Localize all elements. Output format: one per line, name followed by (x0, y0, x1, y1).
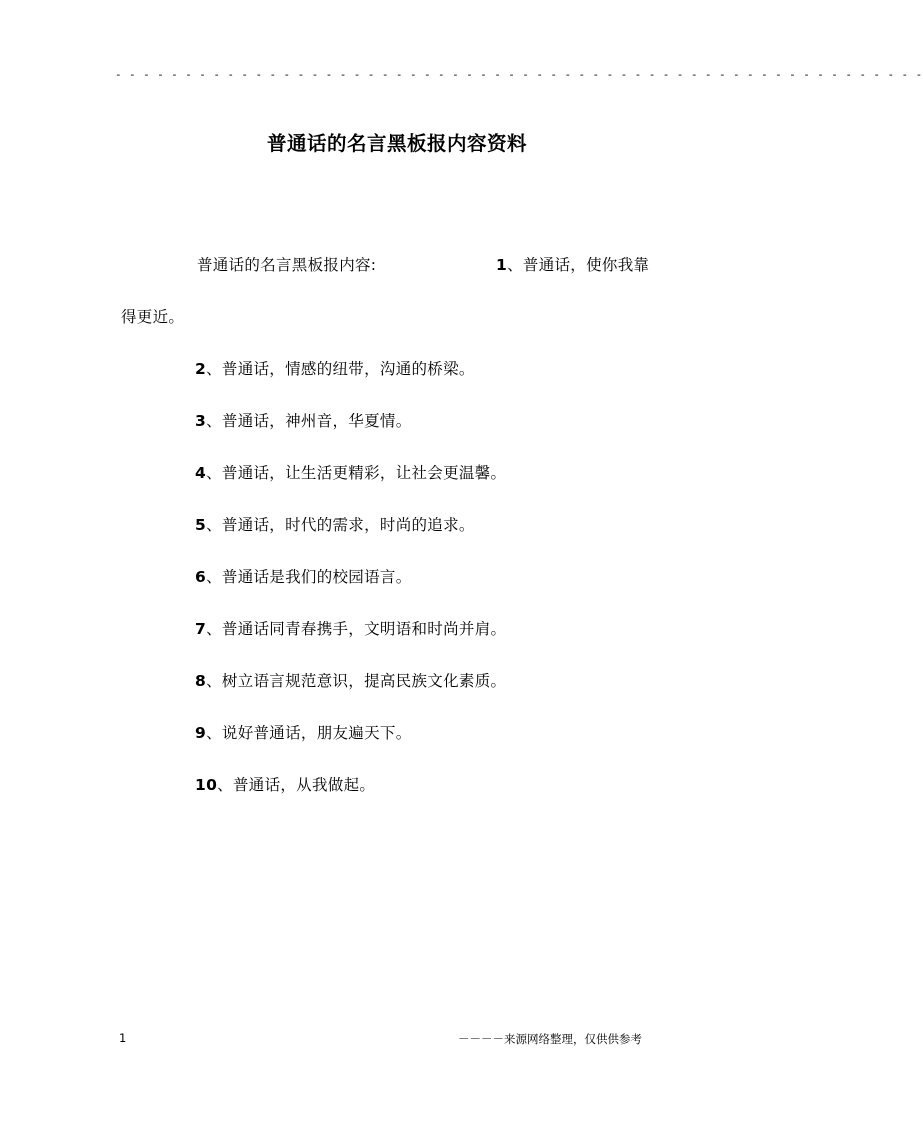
list-item-2 (195, 357, 475, 379)
list-item-text: 、普通话，从我做起。 (217, 776, 376, 794)
list-item-3 (195, 409, 412, 431)
list-item-number: 9 (195, 724, 207, 742)
list-item-number: 6 (195, 568, 207, 586)
list-item-4 (195, 461, 506, 483)
list-item-number: 1 (496, 256, 508, 274)
list-item-number: 4 (195, 464, 207, 482)
list-item-8 (195, 669, 506, 691)
list-item-text: 、树立语言规范意识，提高民族文化素质。 (206, 672, 507, 690)
list-item-10 (195, 773, 375, 795)
list-item-7 (195, 617, 506, 639)
list-item-text: 、普通话，使你我靠 (507, 256, 650, 274)
list-item-text: 、普通话同青春携手，文明语和时尚并肩。 (206, 620, 507, 638)
list-item-6 (195, 565, 412, 587)
list-item-1 (496, 253, 649, 275)
document-title: 普通话的名言黑板报内容资料 (266, 132, 527, 155)
list-item-number: 3 (195, 412, 207, 430)
footer-source-note: －－－－来源网络整理，仅供供参考 (458, 1032, 642, 1046)
list-item-text: 、说好普通话，朋友遍天下。 (206, 724, 412, 742)
header-dashed-rule: - - - - - - - - - - - - - - - - - - - - - - - - - - - - - - - - - - - - - - - - - - - - - - - - - - - - - - - - - - (115, 68, 923, 81)
list-item-1-continued: 得更近。 (121, 308, 185, 326)
list-item-text: 、普通话，让生活更精彩，让社会更温馨。 (206, 464, 507, 482)
list-item-number: 10 (195, 776, 218, 794)
list-item-text: 、普通话，神州音，华夏情。 (206, 412, 412, 430)
list-item-text: 、普通话，情感的纽带，沟通的桥梁。 (206, 360, 475, 378)
list-item-number: 8 (195, 672, 207, 690)
list-item-number: 5 (195, 516, 207, 534)
list-item-5 (195, 513, 475, 535)
list-item-number: 2 (195, 360, 207, 378)
list-item-text: 、普通话是我们的校园语言。 (206, 568, 412, 586)
list-item-number: 7 (195, 620, 207, 638)
intro-label: 普通话的名言黑板报内容: (197, 256, 377, 274)
list-item-text: 、普通话，时代的需求，时尚的追求。 (206, 516, 475, 534)
page-number: 1 (119, 1031, 127, 1045)
list-item-9 (195, 721, 412, 743)
